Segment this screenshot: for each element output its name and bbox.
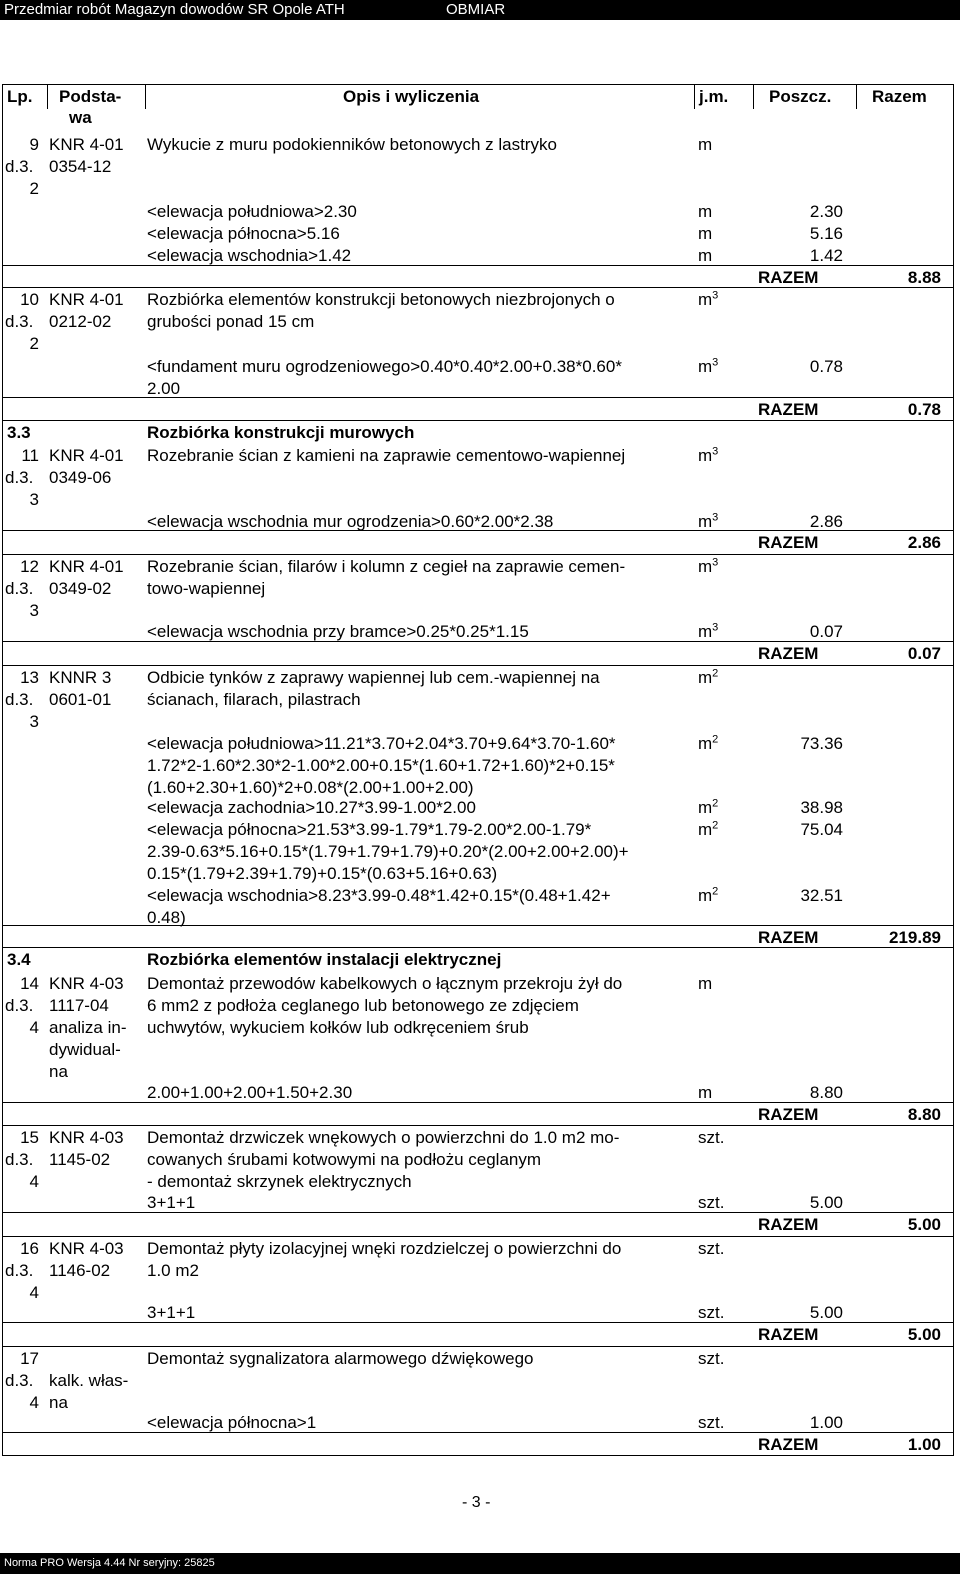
item-number-cont: d.3. [5, 468, 34, 487]
item-number: 14 [20, 974, 39, 993]
calc-line: 1.72*2-1.60*2.30*2-1.00*2.00+0.15*(1.60+1.72+1.60)*2+0.15* [147, 756, 615, 775]
col-divider [753, 85, 754, 109]
item-number-cont: 3 [29, 712, 39, 731]
razem-value: 8.80 [907, 1105, 941, 1124]
row-divider [3, 925, 953, 926]
calc-value: 2.30 [809, 202, 843, 221]
calc-value: 73.36 [800, 734, 843, 753]
calc-line: (1.60+2.30+1.60)*2+0.08*(2.00+1.00+2.00) [147, 778, 474, 797]
page-number: - 3 - [462, 1494, 491, 1511]
calc-line: 2.00+1.00+2.00+1.50+2.30 [147, 1083, 353, 1102]
section-number: 3.4 [7, 950, 31, 969]
item-number: 15 [20, 1128, 39, 1147]
calc-value: 1.42 [809, 246, 843, 265]
calc-line: <fundament muru ogrodzeniowego>0.40*0.40*2.00+0.38*0.60* [147, 357, 622, 376]
document-title: Przedmiar robót Magazyn dowodów SR Opole ATH [4, 1, 345, 18]
razem-value: 2.86 [907, 533, 941, 552]
calc-line: <elewacja wschodnia przy bramce>0.25*0.25*1.15 [147, 622, 529, 641]
col-divider [47, 85, 48, 109]
col-header-base: Podsta- [59, 87, 122, 106]
item-number: 10 [20, 290, 39, 309]
section-number: 3.3 [7, 423, 31, 442]
item-number-cont: 2 [29, 334, 39, 353]
calc-unit: $m^2$ [698, 733, 719, 753]
item-number: 9 [29, 135, 39, 154]
section-title: Rozbiórka elementów instalacji elektrycznej [147, 950, 502, 969]
col-divider [145, 85, 146, 109]
item-base-code: KNR 4-03 [49, 974, 124, 993]
calc-line: <elewacja wschodnia mur ogrodzenia>0.60*2.00*2.38 [147, 512, 554, 531]
calc-unit: szt. [698, 1413, 725, 1432]
calc-line: <elewacja północna>5.16 [147, 224, 340, 243]
razem-label: RAZEM [758, 1325, 819, 1344]
item-base-code: KNNR 3 [49, 668, 112, 687]
item-unit: m [698, 135, 713, 154]
col-header-razem: Razem [872, 87, 927, 106]
item-number-cont: 2 [29, 179, 39, 198]
item-unit: $m^2$ [698, 667, 719, 687]
item-base-code: kalk. włas- [49, 1371, 129, 1390]
item-number-cont: d.3. [5, 157, 34, 176]
calc-unit: $m^2$ [698, 819, 719, 839]
item-description: cowanych śrubami kotwowymi na podłożu ceglanym [147, 1150, 542, 1169]
item-description: 6 mm2 z podłoża ceglanego lub betonowego ze zdjęciem [147, 996, 579, 1015]
item-number: 12 [20, 557, 39, 576]
item-description: Odbicie tynków z zaprawy wapiennej lub cem.-wapiennej na [147, 668, 600, 687]
item-description: - demontaż skrzynek elektrycznych [147, 1172, 412, 1191]
calc-line: 3+1+1 [147, 1303, 196, 1322]
item-description: ścianach, filarach, pilastrach [147, 690, 361, 709]
item-number: 17 [20, 1349, 39, 1368]
calc-line: 0.48) [147, 908, 186, 927]
razem-value: 0.07 [907, 644, 941, 663]
item-number-cont: 4 [29, 1172, 39, 1191]
item-unit: m [698, 974, 713, 993]
item-base-code: 0212-02 [49, 312, 112, 331]
calc-value: 5.00 [809, 1303, 843, 1322]
calc-line: 2.00 [147, 379, 181, 398]
row-divider [3, 287, 953, 288]
item-base-code: 0349-02 [49, 579, 112, 598]
item-description: Demontaż drzwiczek wnękowych o powierzchni do 1.0 m2 mo- [147, 1128, 620, 1147]
razem-value: 5.00 [907, 1325, 941, 1344]
razem-value: 8.88 [907, 268, 941, 287]
item-base-code: KNR 4-01 [49, 446, 124, 465]
col-divider [856, 85, 857, 109]
item-number-cont: d.3. [5, 1150, 34, 1169]
item-number-cont: d.3. [5, 312, 34, 331]
calc-line: <elewacja wschodnia>8.23*3.99-0.48*1.42+0.15*(0.48+1.42+ [147, 886, 611, 905]
item-base-code: 0349-06 [49, 468, 112, 487]
item-base-code: na [49, 1393, 68, 1412]
row-divider [3, 1125, 953, 1126]
item-base-code: KNR 4-01 [49, 290, 124, 309]
item-number-cont: 4 [29, 1018, 39, 1037]
razem-label: RAZEM [758, 1435, 819, 1454]
item-base-code: analiza in- [49, 1018, 127, 1037]
item-number-cont: 4 [29, 1283, 39, 1302]
calc-value: 5.16 [809, 224, 843, 243]
calc-line: <elewacja wschodnia>1.42 [147, 246, 352, 265]
calc-unit: m [698, 202, 713, 221]
item-description: Demontaż sygnalizatora alarmowego dźwiękowego [147, 1349, 534, 1368]
item-unit: szt. [698, 1239, 725, 1258]
obmiar-table [2, 84, 954, 1456]
calc-line: 2.39-0.63*5.16+0.15*(1.79+1.79+1.79)+0.20*(2.00+2.00+2.00)+ [147, 842, 629, 861]
calc-unit: $m^2$ [698, 885, 719, 905]
calc-line: <elewacja północna>21.53*3.99-1.79*1.79-2.00*2.00-1.79* [147, 820, 592, 839]
razem-value: 0.78 [907, 400, 941, 419]
item-number-cont: d.3. [5, 996, 34, 1015]
col-divider [694, 85, 695, 109]
item-description: 1.0 m2 [147, 1261, 199, 1280]
calc-value: 0.07 [809, 622, 843, 641]
section-label: OBMIAR [446, 1, 506, 18]
razem-label: RAZEM [758, 533, 819, 552]
calc-unit: m [698, 1083, 713, 1102]
calc-line: <elewacja południowa>11.21*3.70+2.04*3.70+9.64*3.70-1.60* [147, 734, 616, 753]
calc-value: 32.51 [800, 886, 843, 905]
razem-label: RAZEM [758, 400, 819, 419]
item-number: 11 [21, 446, 39, 465]
calc-unit: $m^3$ [698, 356, 719, 376]
calc-line: <elewacja południowa>2.30 [147, 202, 357, 221]
item-base-code: 0601-01 [49, 690, 112, 709]
item-number-cont: d.3. [5, 690, 34, 709]
item-description: Demontaż przewodów kabelkowych o łącznym przekroju żył do [147, 974, 623, 993]
razem-value: 1.00 [907, 1435, 941, 1454]
razem-label: RAZEM [758, 268, 819, 287]
row-divider [3, 665, 953, 666]
item-description: Rozebranie ścian, filarów i kolumn z cegieł na zaprawie cemen- [147, 557, 626, 576]
item-base-code: KNR 4-01 [49, 135, 124, 154]
footer-text: Norma PRO Wersja 4.44 Nr seryjny: 25825 [4, 1557, 215, 1569]
razem-value: 219.89 [889, 928, 941, 947]
item-number: 16 [20, 1239, 39, 1258]
item-description: Wykucie z muru podokienników betonowych z lastryko [147, 135, 557, 154]
item-base-code: na [49, 1062, 68, 1081]
item-description: Rozebranie ścian z kamieni na zaprawie cementowo-wapiennej [147, 446, 626, 465]
item-unit: $m^3$ [698, 556, 719, 576]
col-header-base-cont: wa [69, 108, 92, 127]
razem-label: RAZEM [758, 644, 819, 663]
item-base-code: 1146-02 [49, 1261, 111, 1280]
item-number-cont: d.3. [5, 1371, 34, 1390]
calc-line: 0.15*(1.79+2.39+1.79)+0.15*(0.63+5.16+0.63) [147, 864, 498, 883]
item-number-cont: 3 [29, 601, 39, 620]
col-header-lp: Lp. [7, 87, 33, 106]
item-base-code: 1145-02 [49, 1150, 111, 1169]
calc-value: 2.86 [809, 512, 843, 531]
item-unit: $m^3$ [698, 289, 719, 309]
calc-value: 1.00 [809, 1413, 843, 1432]
item-unit: $m^3$ [698, 445, 719, 465]
item-unit: szt. [698, 1349, 725, 1368]
calc-line: <elewacja zachodnia>10.27*3.99-1.00*2.00 [147, 798, 476, 817]
calc-value: 5.00 [809, 1193, 843, 1212]
calc-value: 0.78 [809, 357, 843, 376]
calc-unit: szt. [698, 1193, 725, 1212]
item-base-code: KNR 4-03 [49, 1239, 124, 1258]
calc-unit: m [698, 246, 713, 265]
item-base-code: dywidual- [49, 1040, 121, 1059]
calc-value: 8.80 [809, 1083, 843, 1102]
item-base-code: KNR 4-01 [49, 557, 124, 576]
razem-value: 5.00 [907, 1215, 941, 1234]
item-number: 13 [20, 668, 39, 687]
calc-unit: m [698, 224, 713, 243]
item-number-cont: 4 [29, 1393, 39, 1412]
item-description: grubości ponad 15 cm [147, 312, 315, 331]
col-header-unit: j.m. [699, 87, 729, 106]
calc-unit: $m^2$ [698, 797, 719, 817]
calc-unit: szt. [698, 1303, 725, 1322]
row-divider [3, 397, 953, 398]
item-description: uchwytów, wykuciem kołków lub odkręceniem śrub [147, 1018, 529, 1037]
calc-line: <elewacja północna>1 [147, 1413, 317, 1432]
row-divider [3, 1236, 953, 1237]
calc-unit: $m^3$ [698, 621, 719, 641]
item-unit: szt. [698, 1128, 725, 1147]
item-number-cont: d.3. [5, 579, 34, 598]
item-description: Demontaż płyty izolacyjnej wnęki rozdzielczej o powierzchni do [147, 1239, 622, 1258]
item-number-cont: d.3. [5, 1261, 34, 1280]
item-base-code: 0354-12 [49, 157, 112, 176]
item-base-code: KNR 4-03 [49, 1128, 124, 1147]
section-title: Rozbiórka konstrukcji murowych [147, 423, 415, 442]
col-header-desc: Opis i wyliczenia [343, 87, 480, 106]
razem-label: RAZEM [758, 928, 819, 947]
item-description: Rozbiórka elementów konstrukcji betonowych niezbrojonych o [147, 290, 615, 309]
razem-label: RAZEM [758, 1215, 819, 1234]
row-divider [3, 1346, 953, 1347]
row-divider [3, 554, 953, 555]
calc-line: 3+1+1 [147, 1193, 196, 1212]
calc-value: 38.98 [800, 798, 843, 817]
calc-unit: $m^3$ [698, 511, 719, 531]
document-footer [0, 1553, 960, 1574]
item-number-cont: 3 [29, 490, 39, 509]
item-description: towo-wapiennej [147, 579, 266, 598]
col-header-poszcz: Poszcz. [769, 87, 832, 106]
razem-label: RAZEM [758, 1105, 819, 1124]
calc-value: 75.04 [800, 820, 843, 839]
item-base-code: 1117-04 [49, 996, 109, 1015]
document-header [0, 0, 960, 20]
